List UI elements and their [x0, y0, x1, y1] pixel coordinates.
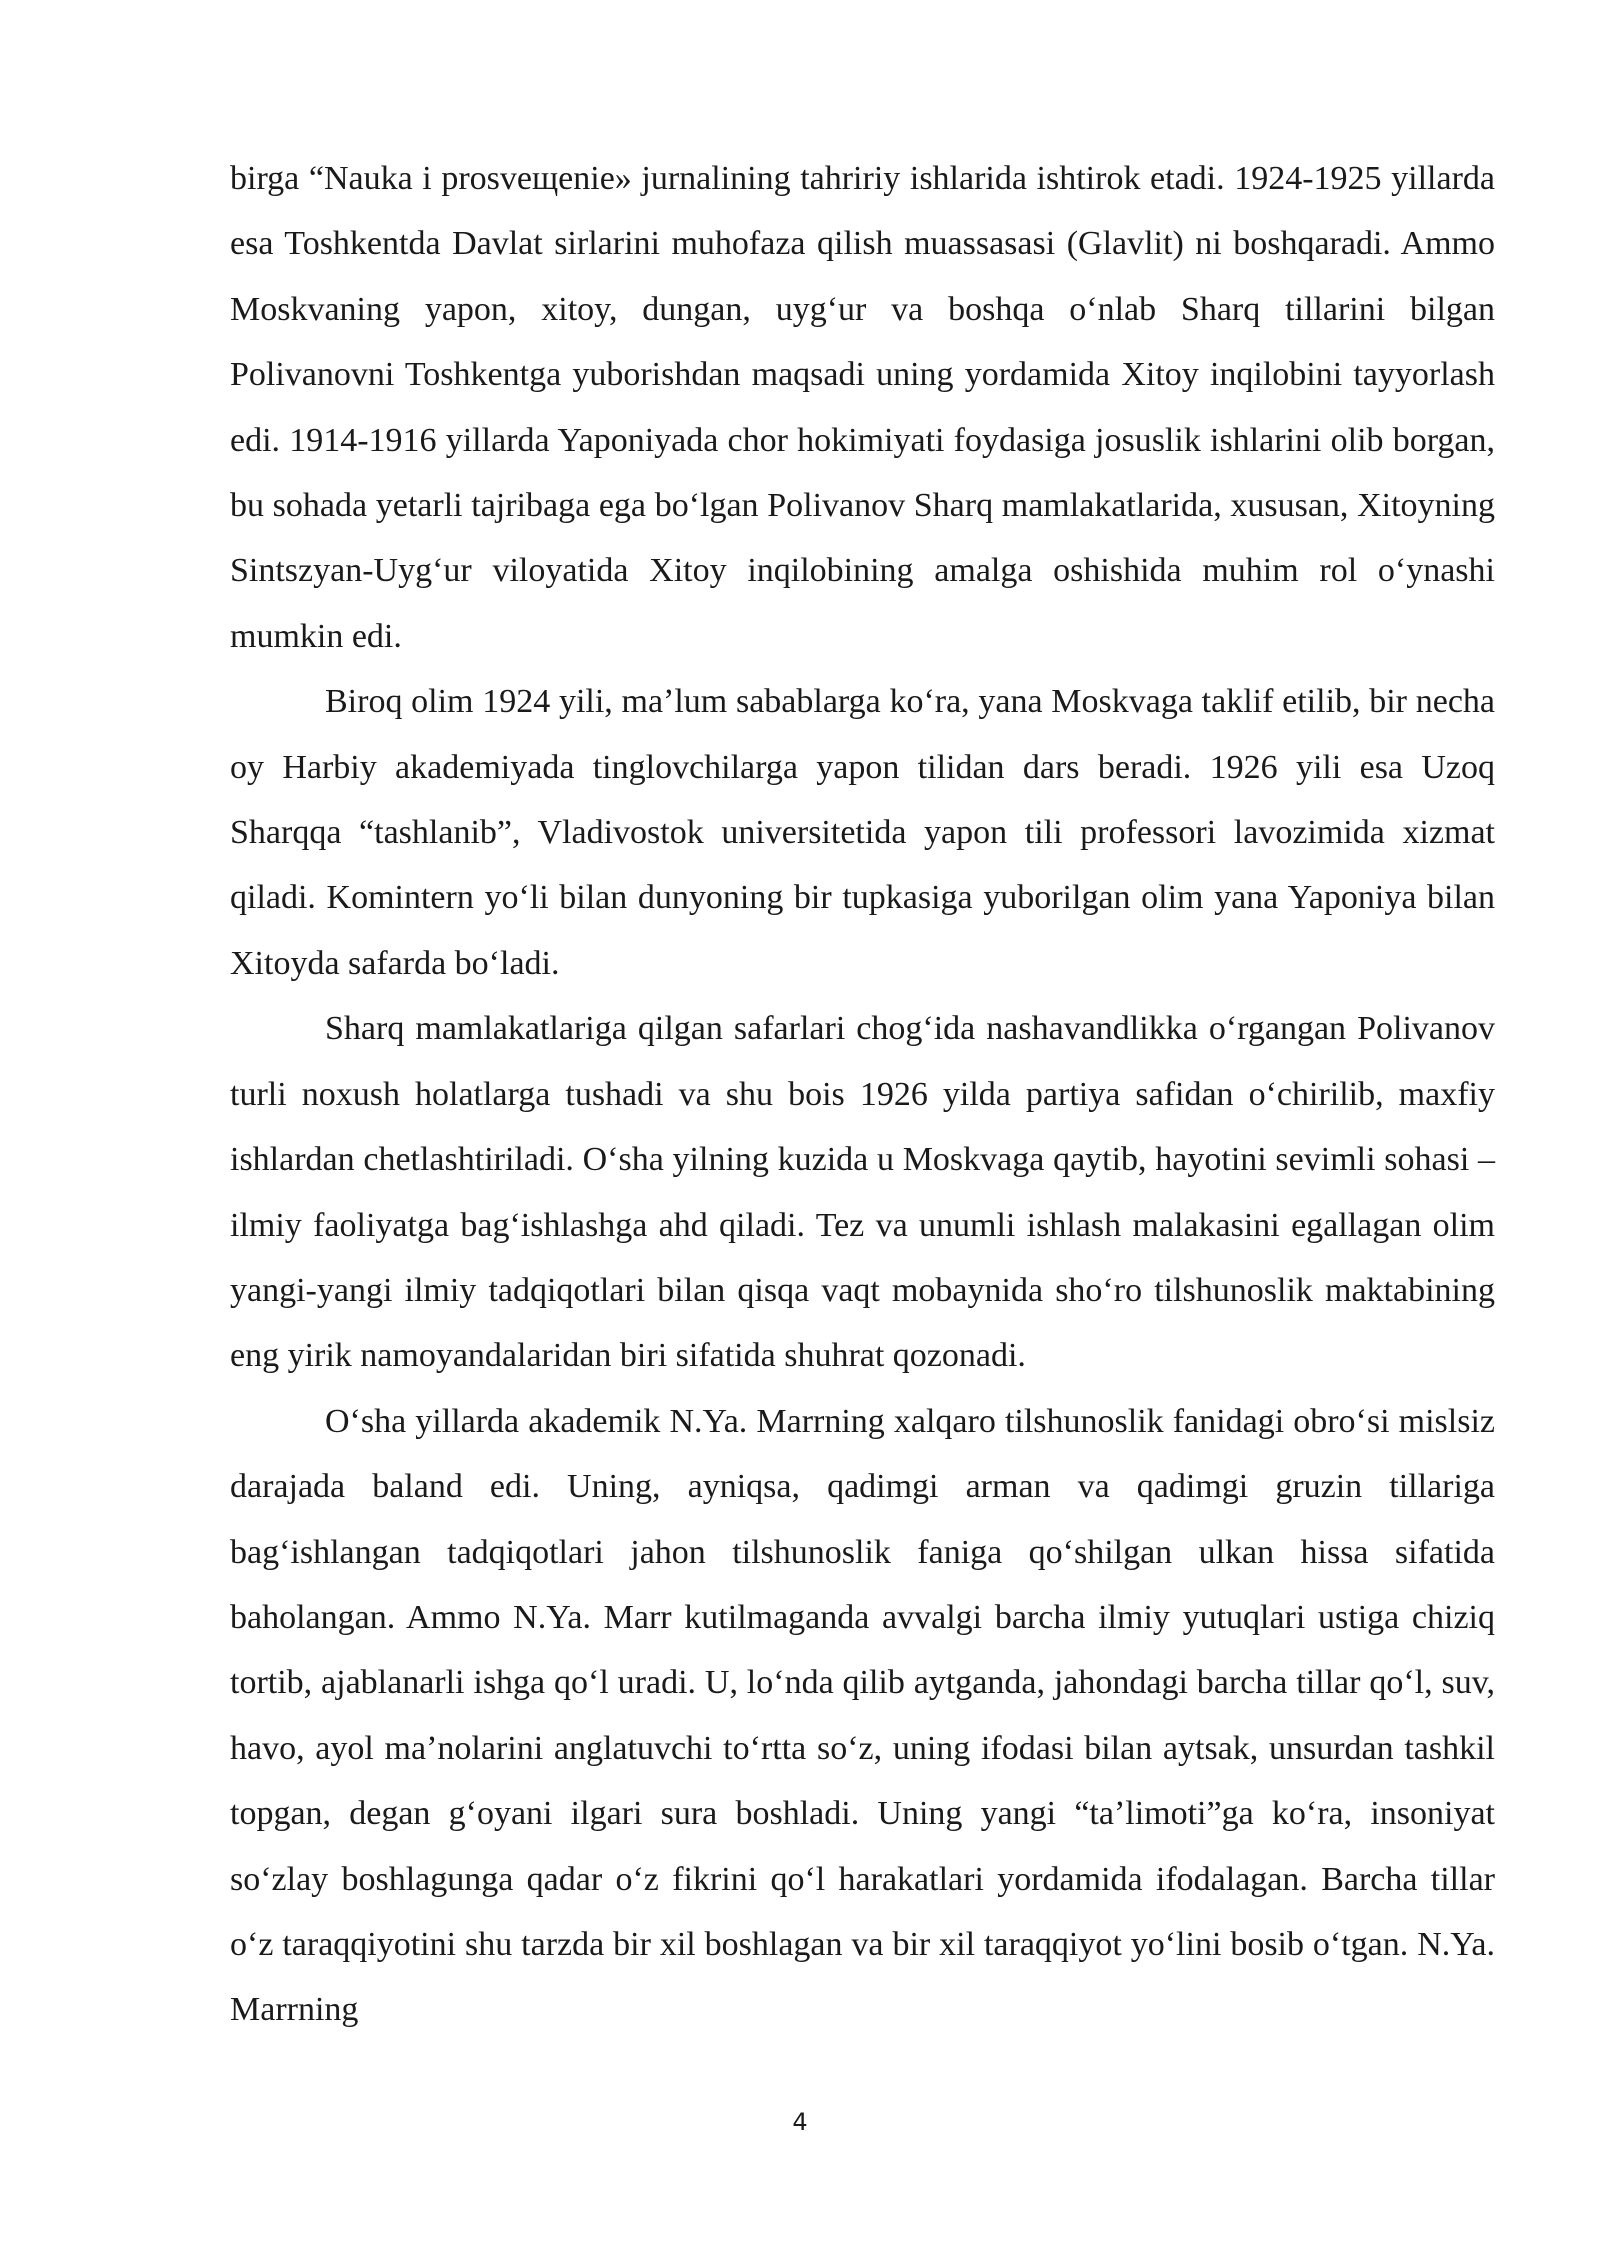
document-body [230, 146, 1495, 2043]
paragraph-continuation: birga “Nauka i prosveщenie» jurnalining tahririy ishlarida ishtirok etadi. 1924-1925 yillarda esa Toshkentda Davlat sirlarini muhofaza qilish muassasasi (Glavlit) ni boshqaradi. Ammo Moskvaning yapon, xitoy, dungan, uygʻur va boshqa oʻnlab Sharq tillarini bilgan Polivanovni Toshkentga yuborishdan maqsadi uning yordamida Xitoy inqilobini tayyorlash edi. 1914-1916 yillarda Yaponiyada chor hokimiyati foydasiga josuslik ishlarini olib borgan, bu sohada yetarli tajribaga ega boʻlgan Polivanov Sharq mamlakatlarida, xususan, Xitoyning Sintszyan-Uygʻur viloyatida Xitoy inqilobining amalga oshishida muhim rol oʻynashi mumkin edi. [230, 160, 1495, 655]
paragraph: Sharq mamlakatlariga qilgan safarlari chogʻida nashavandlikka oʻrgangan Polivanov turli noxush holatlarga tushadi va shu bois 1926 yilda partiya safidan oʻchirilib, maxfiy ishlardan chetlashtiriladi. Oʻsha yilning kuzida u Moskvaga qaytib, hayotini sevimli sohasi – ilmiy faoliyatga bagʻishlashga ahd qiladi. Tez va unumli ishlash malakasini egallagan olim yangi-yangi ilmiy tadqiqotlari bilan qisqa vaqt mobaynida shoʻro tilshunoslik maktabining eng yirik namoyandalaridan biri sifatida shuhrat qozonadi. [230, 1010, 1495, 1375]
paragraph: Biroq olim 1924 yili, maʼlum sabablarga koʻra, yana Moskvaga taklif etilib, bir necha oy Harbiy akademiyada tinglovchilarga yapon tilidan dars beradi. 1926 yili esa Uzoq Sharqqa “tashlanib”, Vladivostok universitetida yapon tili professori lavozimida xizmat qiladi. Komintern yoʻli bilan dunyoning bir tupkasiga yuborilgan olim yana Yaponiya bilan Xitoyda safarda boʻladi. [230, 683, 1495, 982]
page-number: 4 [792, 2108, 808, 2136]
paragraph: Oʻsha yillarda akademik N.Ya. Marrning xalqaro tilshunoslik fanidagi obroʻsi mislsiz darajada baland edi. Uning, ayniqsa, qadimgi arman va qadimgi gruzin tillariga bagʻishlangan tadqiqotlari jahon tilshunoslik faniga qoʻshilgan ulkan hissa sifatida baholangan. Ammo N.Ya. Marr kutilmaganda avvalgi barcha ilmiy yutuqlari ustiga chiziq tortib, ajablanarli ishga qoʻl uradi. U, loʻnda qilib aytganda, jahondagi barcha tillar qoʻl, suv, havo, ayol maʼnolarini anglatuvchi toʻrtta soʻz, uning ifodasi bilan aytsak, unsurdan tashkil topgan, degan gʻoyani ilgari sura boshladi. Uning yangi “taʼlimoti”ga koʻra, insoniyat soʻzlay boshlagunga qadar oʻz fikrini qoʻl harakatlari yordamida ifodalagan. Barcha tillar oʻz taraqqiyotini shu tarzda bir xil boshlagan va bir xil taraqqiyot yoʻlini bosib oʻtgan. N.Ya. Marrning [230, 1402, 1495, 2029]
